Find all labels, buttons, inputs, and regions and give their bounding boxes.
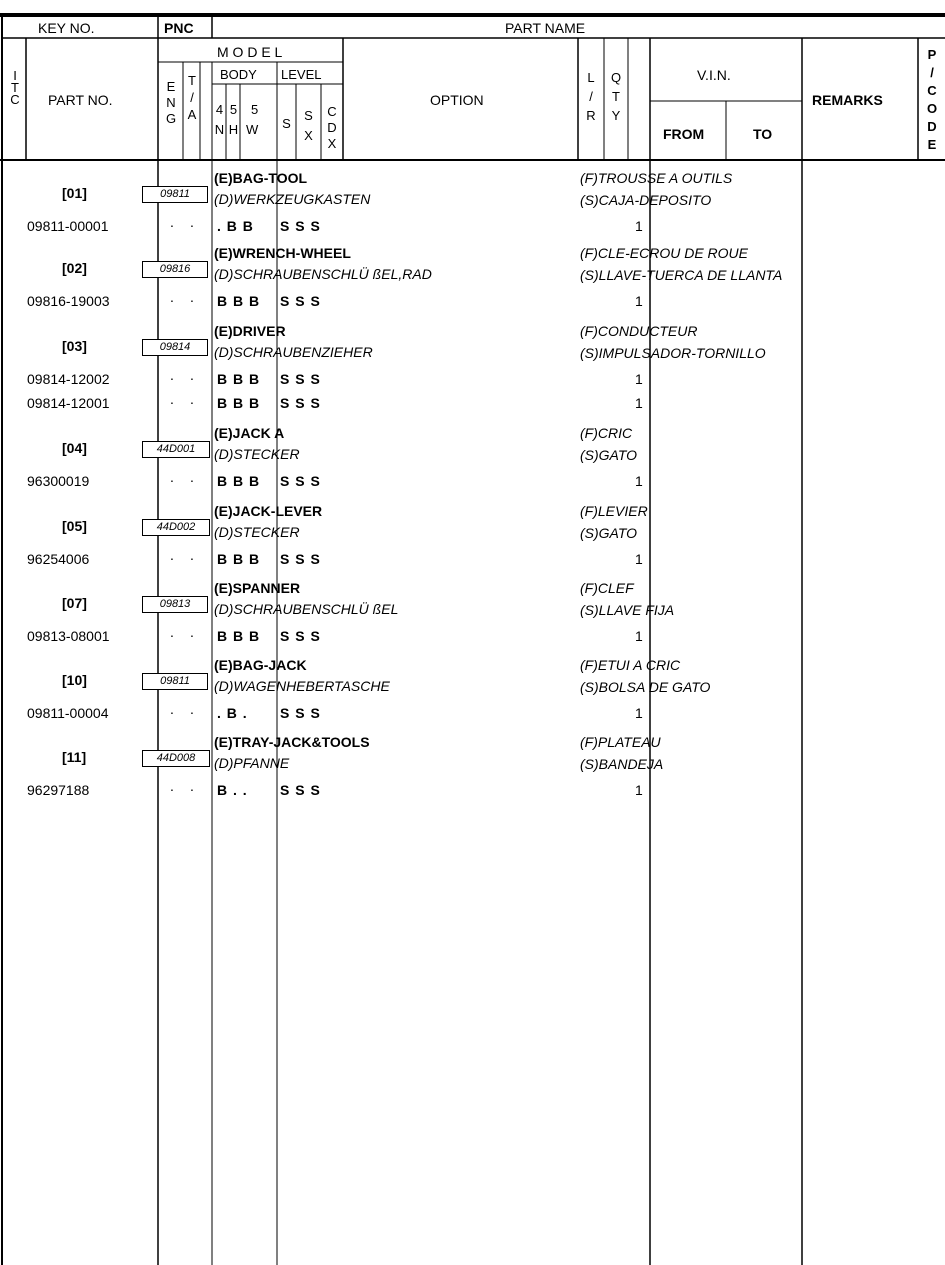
part-no-header: PART NO. xyxy=(48,92,113,108)
key-no-header: KEY NO. xyxy=(38,20,95,36)
ta-value: . xyxy=(190,367,194,383)
level-codes: S S S xyxy=(280,371,320,387)
eng-value: . xyxy=(170,391,174,407)
vin-from-header: FROM xyxy=(663,126,705,142)
pnc-header: PNC xyxy=(164,20,194,36)
eng-header: E N G xyxy=(165,79,177,126)
part-number: 09814-12002 xyxy=(27,371,110,387)
name-german: (D)WAGENHEBERTASCHE xyxy=(214,678,390,694)
name-german: (D)SCHRAUBENZIEHER xyxy=(214,344,373,360)
vin-header: V.I.N. xyxy=(697,67,731,83)
part-number: 96254006 xyxy=(27,551,90,567)
ta-value: . xyxy=(190,214,194,230)
part-number: 09813-08001 xyxy=(27,628,110,644)
lr-header: L / R xyxy=(586,70,596,123)
body-codes: B B B xyxy=(217,473,260,489)
ta-value: . xyxy=(190,701,194,717)
level-codes: S S S xyxy=(280,705,320,721)
key-number: [07] xyxy=(62,595,87,611)
body-col-5h: 5 H xyxy=(228,102,239,137)
name-spanish: (S)LLAVE-TUERCA DE LLANTA xyxy=(580,267,783,283)
ta-header: T / A xyxy=(187,73,197,122)
name-spanish: (S)BANDEJA xyxy=(580,756,664,772)
body-codes: B B B xyxy=(217,395,260,411)
quantity: 1 xyxy=(635,782,643,798)
name-french: (F)ETUI A CRIC xyxy=(580,657,681,673)
body-codes: B . . xyxy=(217,782,247,798)
eng-value: . xyxy=(170,701,174,717)
name-english: (E)DRIVER xyxy=(214,323,286,339)
body-col-5w: 5 W xyxy=(246,102,259,137)
name-german: (D)SCHRAUBENSCHLÜ ßEL xyxy=(214,601,399,617)
key-number: [05] xyxy=(62,518,87,534)
level-col-cdx: C D X xyxy=(327,104,337,151)
quantity: 1 xyxy=(635,473,643,489)
eng-value: . xyxy=(170,289,174,305)
name-german: (D)STECKER xyxy=(214,524,300,540)
ta-value: . xyxy=(190,289,194,305)
quantity: 1 xyxy=(635,628,643,644)
name-french: (F)CRIC xyxy=(580,425,633,441)
key-number: [10] xyxy=(62,672,87,688)
name-german: (D)PFANNE xyxy=(214,755,290,771)
body-codes: B B B xyxy=(217,551,260,567)
ta-value: . xyxy=(190,624,194,640)
pnc-code-box: 44D001 xyxy=(142,441,210,458)
part-name-header: PART NAME xyxy=(505,20,586,36)
part-number: 96297188 xyxy=(27,782,90,798)
name-english: (E)SPANNER xyxy=(214,580,301,596)
ta-value: . xyxy=(190,547,194,563)
level-col-sx: S X xyxy=(304,108,313,143)
quantity: 1 xyxy=(635,293,643,309)
level-codes: S S S xyxy=(280,395,320,411)
eng-value: . xyxy=(170,469,174,485)
name-english: (E)BAG-JACK xyxy=(214,657,307,673)
name-english: (E)WRENCH-WHEEL xyxy=(214,245,351,261)
pnc-code-box: 44D008 xyxy=(142,750,210,767)
key-number: [03] xyxy=(62,338,87,354)
quantity: 1 xyxy=(635,218,643,234)
part-number: 09814-12001 xyxy=(27,395,110,411)
name-spanish: (S)LLAVE FIJA xyxy=(580,602,675,618)
pnc-code-box: 44D002 xyxy=(142,519,210,536)
name-spanish: (S)IMPULSADOR-TORNILLO xyxy=(580,345,766,361)
body-codes: . B B xyxy=(217,218,253,234)
key-number: [04] xyxy=(62,440,87,456)
level-codes: S S S xyxy=(280,782,320,798)
level-col-s: S xyxy=(282,116,291,131)
body-header: BODY xyxy=(220,67,257,82)
itc-header: I T C xyxy=(10,68,20,107)
qty-header: Q T Y xyxy=(610,70,622,123)
name-french: (F)TROUSSE A OUTILS xyxy=(580,170,733,186)
eng-value: . xyxy=(170,624,174,640)
model-header: M O D E L xyxy=(217,44,283,60)
pnc-code-box: 09811 xyxy=(142,186,208,203)
name-english: (E)BAG-TOOL xyxy=(214,170,308,186)
body-codes: B B B xyxy=(217,371,260,387)
pnc-code-box: 09816 xyxy=(142,261,208,278)
quantity: 1 xyxy=(635,395,643,411)
remarks-header: REMARKS xyxy=(812,92,883,108)
pnc-code-box: 09814 xyxy=(142,339,208,356)
name-english: (E)TRAY-JACK&TOOLS xyxy=(214,734,370,750)
quantity: 1 xyxy=(635,371,643,387)
pnc-code-box: 09813 xyxy=(142,596,208,613)
name-french: (F)CLE-ECROU DE ROUE xyxy=(580,245,749,261)
part-number: 09811-00004 xyxy=(27,705,109,721)
level-codes: S S S xyxy=(280,473,320,489)
key-number: [02] xyxy=(62,260,87,276)
eng-value: . xyxy=(170,214,174,230)
body-codes: B B B xyxy=(217,628,260,644)
part-number: 09816-19003 xyxy=(27,293,110,309)
part-number: 96300019 xyxy=(27,473,90,489)
level-codes: S S S xyxy=(280,218,320,234)
name-english: (E)JACK A xyxy=(214,425,285,441)
name-spanish: (S)GATO xyxy=(580,525,638,541)
level-header: LEVEL xyxy=(281,67,322,82)
name-spanish: (S)BOLSA DE GATO xyxy=(580,679,711,695)
vin-to-header: TO xyxy=(753,126,773,142)
quantity: 1 xyxy=(635,705,643,721)
key-number: [11] xyxy=(62,749,87,765)
name-english: (E)JACK-LEVER xyxy=(214,503,323,519)
eng-value: . xyxy=(170,547,174,563)
quantity: 1 xyxy=(635,551,643,567)
body-codes: B B B xyxy=(217,293,260,309)
pnc-code-box: 09811 xyxy=(142,673,208,690)
name-spanish: (S)GATO xyxy=(580,447,638,463)
name-german: (D)WERKZEUGKASTEN xyxy=(214,191,371,207)
name-french: (F)CONDUCTEUR xyxy=(580,323,698,339)
name-french: (F)CLEF xyxy=(580,580,634,596)
eng-value: . xyxy=(170,367,174,383)
name-german: (D)SCHRAUBENSCHLÜ ßEL,RAD xyxy=(214,266,432,282)
level-codes: S S S xyxy=(280,628,320,644)
name-german: (D)STECKER xyxy=(214,446,300,462)
name-french: (F)LEVIER xyxy=(580,503,648,519)
ta-value: . xyxy=(190,469,194,485)
option-header: OPTION xyxy=(430,92,484,108)
name-french: (F)PLATEAU xyxy=(580,734,661,750)
name-spanish: (S)CAJA-DEPOSITO xyxy=(580,192,712,208)
body-col-4n: 4 N xyxy=(214,102,225,137)
part-number: 09811-00001 xyxy=(27,218,109,234)
ta-value: . xyxy=(190,391,194,407)
pcode-header: P / C O D E xyxy=(926,47,938,152)
body-codes: . B . xyxy=(217,705,247,721)
eng-value: . xyxy=(170,778,174,794)
level-codes: S S S xyxy=(280,293,320,309)
key-number: [01] xyxy=(62,185,87,201)
ta-value: . xyxy=(190,778,194,794)
level-codes: S S S xyxy=(280,551,320,567)
